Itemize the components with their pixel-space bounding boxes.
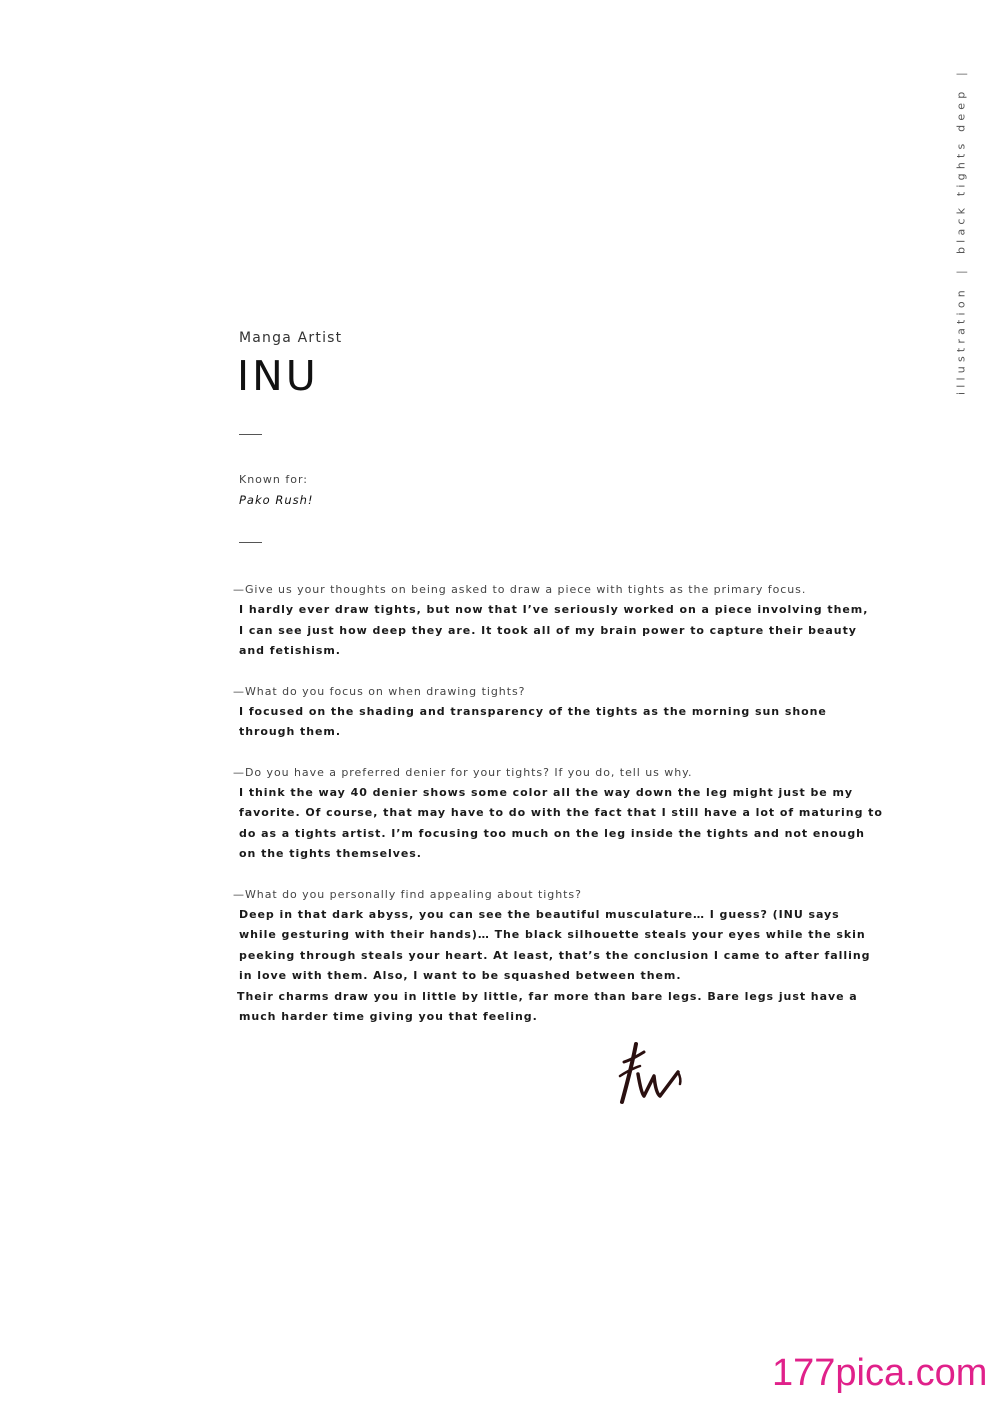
answer-line: favorite. Of course, that may have to do with the fact that I still have a lot of maturing to [239,806,883,819]
side-header-category: illustration [954,286,968,395]
interview [233,580,883,1048]
answer-line: while gesturing with their hands)… The black silhouette steals your eyes while the skin [239,928,866,941]
qa-block [233,580,869,662]
side-header-separator: | [954,266,968,275]
divider-bottom [239,542,262,543]
answer [233,702,827,743]
known-for-label: Known for: [239,473,309,486]
answer-line: I focused on the shading and transparency of the tights as the morning sun shone [239,704,827,718]
question: —What do you personally find appealing about tights? [233,887,582,901]
answer-line: Their charms draw you in little by little, far more than bare legs. Bare legs just have a [237,989,858,1003]
answer [233,783,883,865]
side-header-separator-end: | [954,67,968,76]
artist-name: INU [237,352,319,400]
qa-block [233,682,827,743]
answer-line: I can see just how deep they are. It took all of my brain power to capture their beauty [239,623,857,637]
known-for-value: Pako Rush! [239,493,314,507]
side-header [948,67,974,395]
qa-block [233,885,871,1028]
question: —Give us your thoughts on being asked to draw a piece with tights as the primary focus. [233,583,807,596]
question: —Do you have a preferred denier for your tights? If you do, tell us why. [233,765,693,779]
handwritten-signature-icon [616,1038,688,1106]
artist-role: Manga Artist [239,330,343,346]
answer [233,600,869,662]
question: —What do you focus on when drawing tights? [233,684,526,698]
answer-line: I think the way 40 denier shows some color all the way down the leg might just be my [239,785,854,799]
side-header-title: black tights deep [954,87,968,255]
answer-line: through them. [239,725,341,738]
answer-line: on the tights themselves. [239,847,422,860]
answer-line: in love with them. Also, I want to be squashed between them. [239,969,682,982]
divider-top [239,434,262,435]
answer [233,905,871,1028]
qa-block [233,763,883,865]
answer-line: I hardly ever draw tights, but now that I’ve seriously worked on a piece involving them, [239,603,869,616]
answer-line: do as a tights artist. I’m focusing too much on the leg inside the tights and not enough [239,826,865,840]
answer-line: peeking through steals your heart. At least, that’s the conclusion I came to after falling [239,948,871,962]
watermark: 177pica.com [772,1352,988,1394]
answer-line: much harder time giving you that feeling. [239,1010,538,1023]
answer-line: Deep in that dark abyss, you can see the beautiful musculature… I guess? (INU says [239,907,840,921]
answer-line: and fetishism. [239,644,341,657]
